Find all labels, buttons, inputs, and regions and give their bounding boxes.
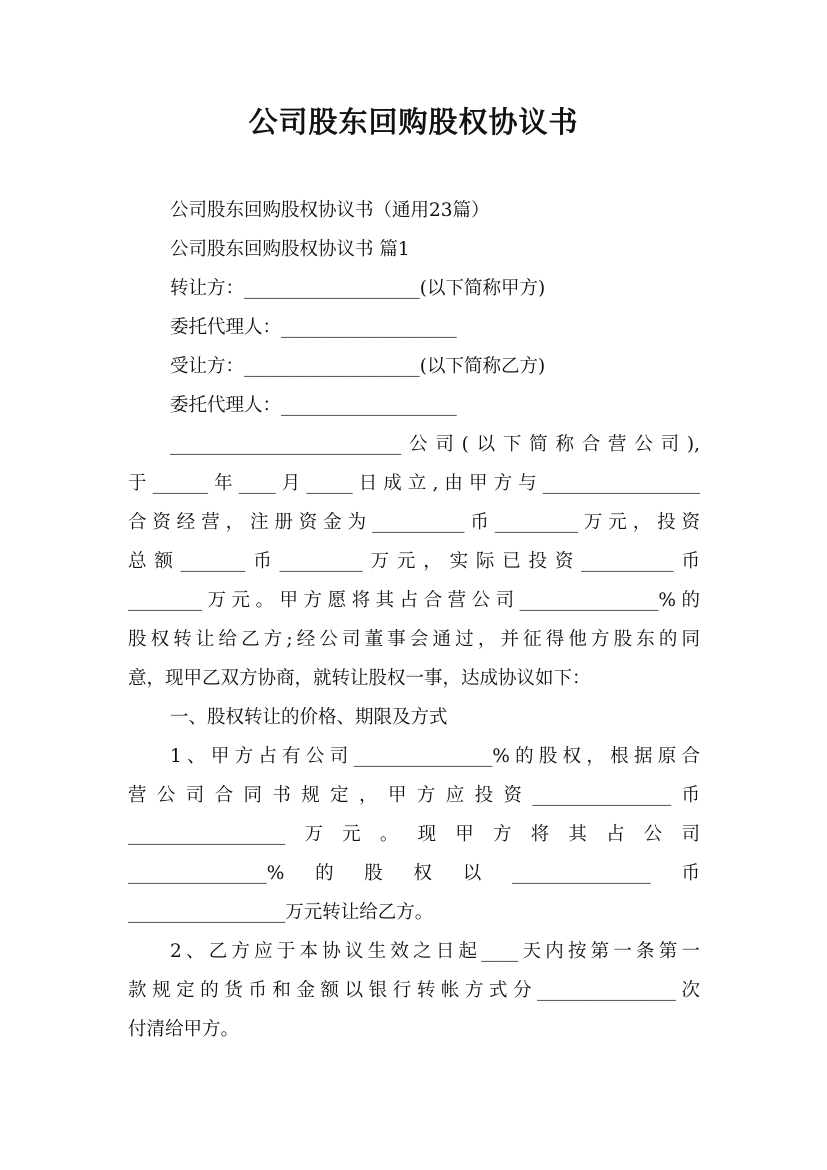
doc-line-clause1-e: _________________万元转让给乙方。 bbox=[128, 902, 434, 923]
doc-line-clause-heading: 一、股权转让的价格、期限及方式 bbox=[170, 707, 448, 728]
doc-line-capital: 合资经营，注册资金为__________币_________万元，投资 bbox=[128, 512, 700, 533]
doc-line-transferee: 受让方：___________________(以下简称乙方) bbox=[170, 356, 546, 377]
doc-line-agreement: 意，现甲乙双方协商，就转让股权一事，达成协议如下： bbox=[128, 668, 591, 689]
doc-line-board: 股权转让给乙方;经公司董事会通过，并征得他方股东的同 bbox=[128, 629, 700, 650]
document-title: 公司股东回购股权协议书 bbox=[248, 105, 579, 139]
doc-line-company: _________________________公司(以下简称合营公司), bbox=[170, 434, 700, 455]
doc-line-clause2-a: 2、乙方应于本协议生效之日起____天内按第一条第一 bbox=[170, 941, 700, 962]
doc-line-clause2-c: 付清给甲方。 bbox=[128, 1019, 240, 1040]
doc-line-agent-1: 委托代理人：___________________ bbox=[170, 317, 457, 338]
doc-line-clause1-c: _________________万元。现甲方将其占公司 bbox=[128, 824, 700, 845]
doc-line-clause1-b: 营公司合同书规定，甲方应投资_______________币 bbox=[128, 785, 700, 806]
doc-line-transferor: 转让方：___________________(以下简称甲方) bbox=[170, 278, 546, 299]
doc-line-investment: 总额_______币_________万元，实际已投资__________币 bbox=[128, 551, 700, 572]
doc-line-agent-2: 委托代理人：___________________ bbox=[170, 395, 457, 416]
doc-line-section-heading: 公司股东回购股权协议书 篇1 bbox=[170, 239, 410, 260]
doc-line-clause1-d: _______________%的股权以_______________币 bbox=[128, 863, 700, 884]
doc-line-clause2-b: 款规定的货币和金额以银行转帐方式分_______________次 bbox=[128, 980, 700, 1001]
doc-line-share: ________万元。甲方愿将其占合营公司_______________%的 bbox=[128, 590, 700, 611]
doc-line-established: 于______年____月_____日成立,由甲方与_________________ bbox=[128, 473, 700, 494]
doc-line-clause1-a: 1、甲方占有公司_______________%的股权，根据原合 bbox=[170, 746, 700, 767]
doc-line-subtitle: 公司股东回购股权协议书（通用23篇） bbox=[170, 200, 490, 221]
